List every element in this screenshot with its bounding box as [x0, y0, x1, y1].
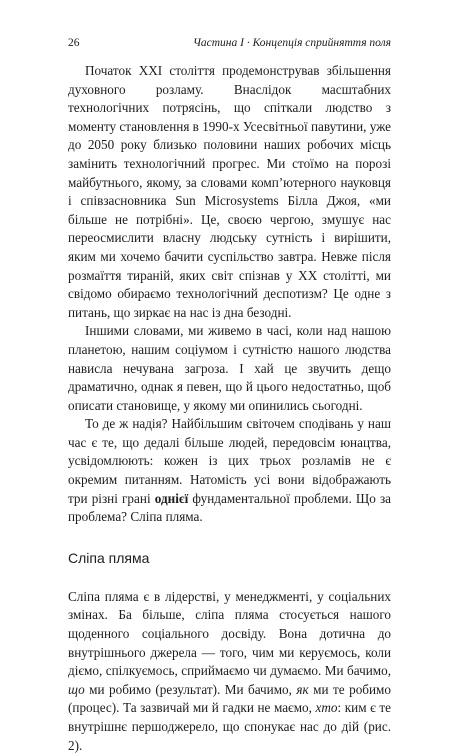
paragraph-3-text-b: фундаментальної проблеми. Що за проблема? Сліпа пляма.: [68, 490, 392, 525]
body-text: [68, 62, 391, 755]
section-text-3: ми те робимо (процес). Та зазвичай ми й гадки не маємо,: [68, 681, 391, 716]
section-italic-2: як: [296, 681, 309, 697]
section-text-4: : ким є те внутрішнє першоджерело, що спонукає нас до дій (рис. 2).: [68, 700, 391, 753]
running-head: Частина I · Концепція сприйняття поля: [192, 37, 391, 49]
paragraph-3-bold: однієї: [154, 490, 189, 506]
section-text-2: ми робимо (результат). Ми бачимо,: [84, 681, 297, 697]
paragraph-3: [68, 415, 391, 527]
paragraph-3-text-a: То де ж надія? Найбільшим світочем сподівань у наш час є те, що дедалі більше людей, передовсім юнацтва, усвідомлюють: кожен із цих трьох розламів не є окремим питанням. Натомість усі вони відображають три різні грані: [68, 416, 391, 506]
page-number: 26: [68, 37, 80, 49]
section-title: Сліпа пляма: [68, 549, 150, 566]
section-italic-3: хто: [315, 700, 338, 716]
section-paragraph: [68, 588, 391, 755]
paragraph-2: Іншими словами, ми живемо в часі, коли над нашою планетою, нашим соціумом і сутністю нашого людства нависла нечувана загроза. І хай це звучить дещо драматично, однак я певен, що й цього недостатньо, щоб описати становище, у якому ми опинились сьогодні.: [68, 323, 391, 413]
section-italic-1: що: [68, 681, 85, 697]
section-text-1: Сліпа пляма є в лідерстві, у менеджменті, у соціальних змінах. Ба більше, сліпа пляма стосується нашого щоденного соціального досвіду. Вона дотична до внутрішнього джерела — того, чим ми керуємось, коли діємо, спілкуємось, сприймаємо чи думаємо. Ми бачимо,: [68, 588, 391, 679]
paragraph-1: Початок XXI століття продемонстрував збільшення духовного розламу. Внаслідок масштабних технологічних потрясінь, що спіткали людство з моменту становлення в 1990-х Усесвітньої павутини, уже до 2050 року близько половини наших робочих місць замінить технологічний прогрес. Ми стоїмо на порозі майбутнього, якому, за словами комп’ютерного науковця і співзасновника Sun Microsystems Білла Джоя, «ми більше не потрібні». Це, своєю чергою, змушує нас переосмислити власну людську сутність і вирішити, яким ми хочемо бачити суспільство завтра. Невже після розмаїття тираній, яких світ спізнав у XX столітті, ми свідомо обираємо технологічний деспотизм? Це одне з питань, що зиркає на нас із дна безодні.: [68, 63, 391, 320]
